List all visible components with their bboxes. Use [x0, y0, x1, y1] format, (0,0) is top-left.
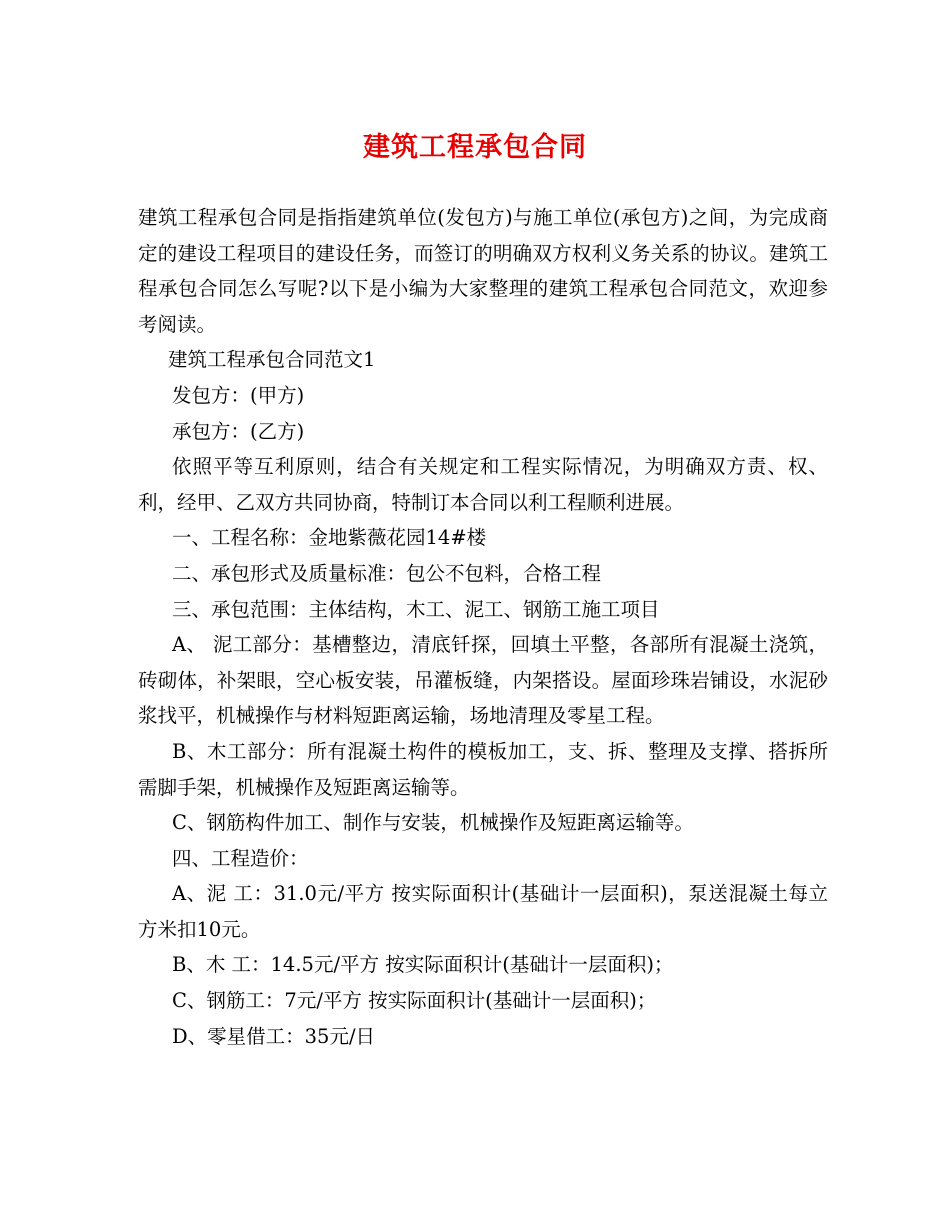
party-b-line: 承包方：(乙方) — [172, 419, 305, 443]
document-body — [138, 200, 828, 1054]
party-a-line: 发包方：(甲方) — [172, 383, 305, 407]
section-heading-sample-1: 建筑工程承包合同范文1 — [168, 348, 376, 372]
scope-item-carpentry: B、木工部分：所有混凝土构件的模板加工，支、拆、整理及支撑、搭拆所需脚手架，机械操作及短距离运输等。 — [138, 739, 828, 799]
cost-item-daily-labor: D、零星借工：35元/日 — [172, 1024, 376, 1048]
cost-item-rebar: C、钢筋工：7元/平方 按实际面积计(基础计一层面积)； — [172, 989, 657, 1013]
scope-item-rebar: C、钢筋构件加工、制作与安装，机械操作及短距离运输等。 — [172, 811, 694, 835]
clause-contract-form: 二、承包形式及质量标准：包公不包料，合格工程 — [172, 561, 602, 585]
cost-item-masonry: A、泥 工：31.0元/平方 按实际面积计(基础计一层面积)，泵送混凝土每立方米扣10元。 — [138, 882, 828, 941]
document-title: 建筑工程承包合同 — [363, 132, 587, 163]
scope-item-masonry: A、 泥工部分：基槽整边，清底钎探，回填土平整，各部所有混凝土浇筑，砖砌体，补架眼，空心板安装，吊灌板缝，内架搭设。屋面珍珠岩铺设，水泥砂浆找平，机械操作与材料短距离运输，场地清理及零星工程。 — [138, 633, 828, 728]
intro-paragraph: 建筑工程承包合同是指指建筑单位(发包方)与施工单位(承包方)之间，为完成商定的建设工程项目的建设任务，而签订的明确双方权利义务关系的协议。建筑工程承包合同怎么写呢?以下是小编为大家整理的建筑工程承包合同范文，欢迎参考阅读。 — [138, 206, 828, 336]
clause-project-name: 一、工程名称：金地紫薇花园14#楼 — [172, 526, 487, 550]
cost-item-carpentry: B、木 工：14.5元/平方 按实际面积计(基础计一层面积)； — [172, 953, 674, 977]
clause-project-cost: 四、工程造价： — [172, 846, 309, 870]
principle-paragraph: 依照平等互利原则，结合有关规定和工程实际情况，为明确双方责、权、利，经甲、乙双方共同协商，特制订本合同以利工程顺利进展。 — [138, 455, 828, 514]
clause-contract-scope: 三、承包范围：主体结构，木工、泥工、钢筋工施工项目 — [172, 597, 660, 621]
